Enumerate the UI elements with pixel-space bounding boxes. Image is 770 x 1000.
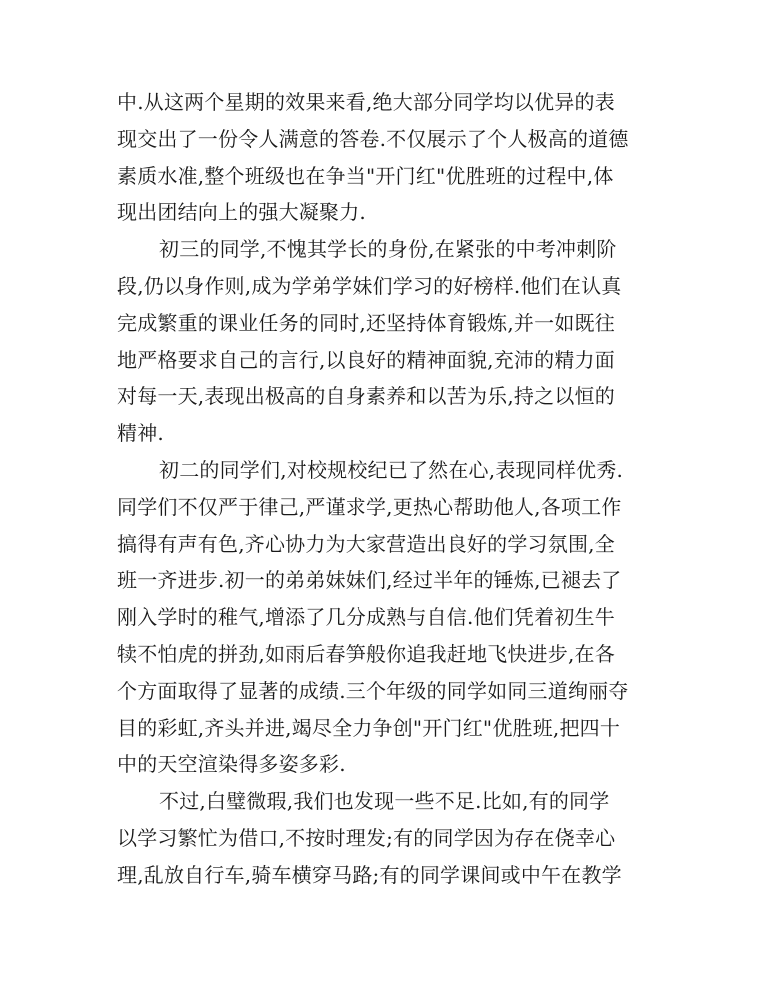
text-line: 素质水准,整个班级也在争当"开门红"优胜班的过程中,体: [117, 163, 614, 188]
text-line: 现交出了一份令人满意的答卷.不仅展示了个人极高的道德: [117, 126, 629, 151]
text-line: 初三的同学,不愧其学长的身份,在紧张的中考冲刺阶: [159, 237, 617, 262]
text-line: 初二的同学们,对校规校纪已了然在心,表现同样优秀.: [159, 457, 624, 482]
text-line: 以学习繁忙为借口,不按时理发;有的同学因为存在侥幸心: [117, 825, 616, 850]
text-line: 同学们不仅严于律己,严谨求学,更热心帮助他人,各项工作: [117, 494, 622, 519]
text-line: 理,乱放自行车,骑车横穿马路;有的同学课间或中午在教学: [117, 862, 622, 887]
text-line: 地严格要求自己的言行,以良好的精神面貌,充沛的精力面: [117, 347, 615, 372]
text-line: 个方面取得了显著的成绩.三个年级的同学如同三道绚丽夺: [117, 678, 629, 703]
text-line: 刚入学时的稚气,增添了几分成熟与自信.他们凭着初生牛: [117, 605, 615, 630]
text-line: 完成繁重的课业任务的同时,还坚持体育锻炼,并一如既往: [117, 310, 615, 335]
text-line: 现出团结向上的强大凝聚力.: [117, 200, 366, 225]
text-line: 犊不怕虎的拼劲,如雨后春笋般你追我赶地飞快进步,在各: [117, 641, 615, 666]
text-line: 目的彩虹,齐头并进,竭尽全力争创"开门红"优胜班,把四十: [117, 715, 621, 740]
text-line: 对每一天,表现出极高的自身素养和以苦为乐,持之以恒的: [117, 384, 615, 409]
text-line: 精神.: [117, 421, 164, 446]
body-text: [117, 84, 657, 894]
text-line: 段,仍以身作则,成为学弟学妹们学习的好榜样.他们在认真: [117, 273, 622, 298]
text-line: 中.从这两个星期的效果来看,绝大部分同学均以优异的表: [117, 90, 615, 114]
text-line: 不过,白璧微瑕,我们也发现一些不足.比如,有的同学: [159, 789, 610, 814]
text-line: 中的天空渲染得多姿多彩.: [117, 752, 346, 777]
text-line: 班一齐进步.初一的弟弟妹妹们,经过半年的锤炼,已褪去了: [117, 568, 622, 593]
text-line: 搞得有声有色,齐心协力为大家营造出良好的学习氛围,全: [117, 531, 615, 556]
